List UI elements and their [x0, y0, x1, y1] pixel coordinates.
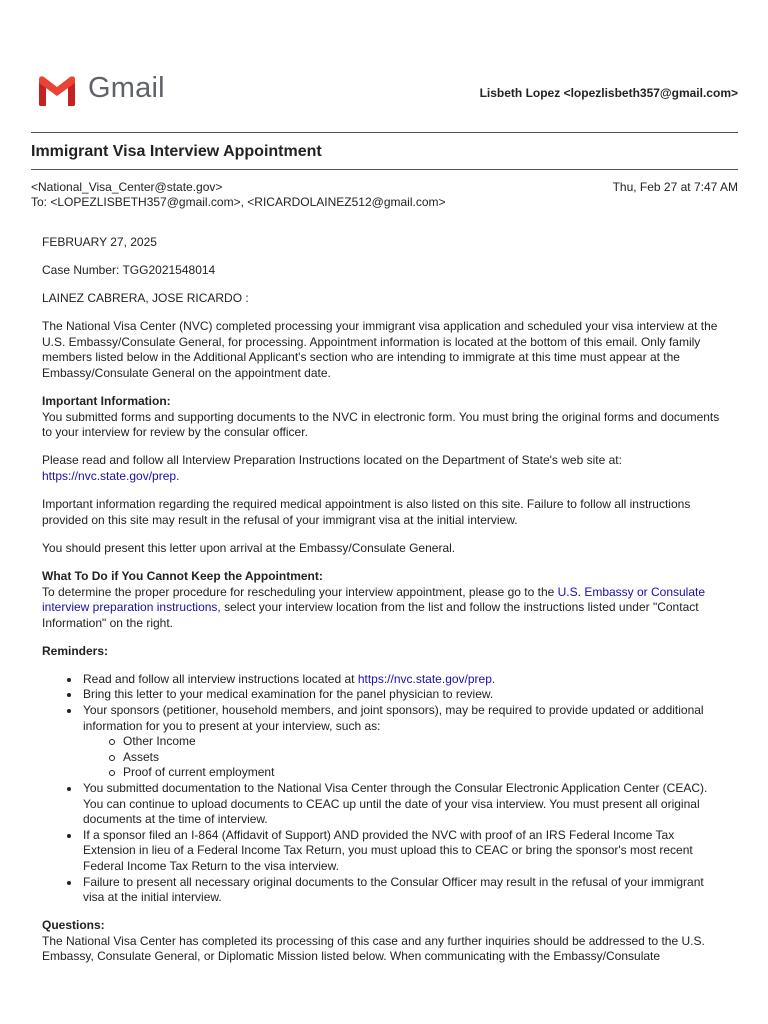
reminder-text: Read and follow all interview instructions located at [83, 671, 358, 686]
applicant-name: LAINEZ CABRERA, JOSE RICARDO : [42, 291, 249, 306]
list-item: You submitted documentation to the National Visa Center through the Consular Electronic Application Center (CEAC). You can continue to upload documents to CEAC up until the date of your visa interview. You must present all original documents at the time of interview. [83, 781, 726, 828]
sender-address: <National_Visa_Center@state.gov> [31, 180, 223, 194]
sponsor-info-list [83, 734, 726, 781]
reminders-heading: Reminders: [42, 643, 109, 658]
reminder-text: Your sponsors (petitioner, household members, and joint sponsors), may be required to provide updated or additional information for you to present at your interview, such as: [83, 703, 704, 733]
email-body [42, 235, 726, 978]
important-heading: Important Information: [42, 394, 171, 409]
gmail-wordmark: Gmail [88, 72, 165, 104]
important-text: You submitted forms and supporting documents to the NVC in electronic form. You must bring the original forms and documents to your interview for review by the consular officer. [42, 409, 720, 440]
list-item [83, 703, 726, 781]
email-subject: Immigrant Visa Interview Appointment [31, 143, 322, 160]
case-number: Case Number: TGG2021548014 [42, 263, 216, 278]
reminder-end: . [491, 671, 496, 686]
questions-heading: Questions: [42, 918, 105, 933]
print-header [0, 0, 768, 130]
list-item: If a sponsor filed an I-864 (Affidavit of Support) AND provided the NVC with proof of an IRS Federal Income Tax Extension in lieu of a Federal Income Tax Return, you must upload this to CEAC or bring the sponsor's most recent Federal Income Tax Return to the visa interview. [83, 828, 726, 875]
questions-text: The National Visa Center has completed its processing of this case and any further inquiries should be addressed to the U.S. Embassy, Consulate General, or Diplomatic Mission listed below. When communicating with the Embassy/Consulate [42, 933, 705, 964]
intro-paragraph: The National Visa Center (NVC) completed processing your immigrant visa application and scheduled your visa interview at the U.S. Embassy/Consulate General, for processing. Appointment information is located at the bottom of this email. Only family members listed below in the Additional Applicant's section who are intending to immigrate at this time must appear at the Embassy/Consulate General on the appointment date. [42, 319, 718, 381]
prep-text: Please read and follow all Interview Preparation Instructions located on the Department of State's web site at: [42, 453, 622, 468]
list-item: Failure to present all necessary original documents to the Consular Officer may result in the refusal of your immigrant visa at the initial interview. [83, 875, 726, 906]
list-item [83, 672, 726, 688]
reminder-prep-link[interactable]: https://nvc.state.gov/prep [357, 671, 492, 686]
sent-date: Thu, Feb 27 at 7:47 AM [612, 180, 738, 194]
divider-top [31, 132, 738, 133]
prep-end: . [176, 469, 180, 484]
prep-link[interactable]: https://nvc.state.gov/prep [42, 469, 177, 484]
medical-paragraph: Important information regarding the required medical appointment is also listed on this site. Failure to follow all instructions provided on this site may result in the refusal of your immigrant visa at the initial interview. [42, 497, 691, 527]
recipients: To: <LOPEZLISBETH357@gmail.com>, <RICARDOLAINEZ512@gmail.com> [31, 195, 446, 209]
reminders-list [42, 672, 726, 906]
cannot-keep-text-b: , select your interview location from the list and follow the instructions listed under "Contact Information" on the right. [42, 600, 699, 630]
list-item: Bring this letter to your medical examination for the panel physician to review. [83, 687, 726, 703]
embassy-instructions-link[interactable]: U.S. Embassy or Consulate interview preparation instructions [42, 584, 706, 615]
divider-subject [31, 169, 738, 170]
important-section [42, 394, 726, 441]
questions-section [42, 918, 726, 965]
letter-date: FEBRUARY 27, 2025 [42, 235, 157, 249]
list-item: Assets [123, 750, 726, 766]
list-item: Proof of current employment [123, 765, 726, 781]
account-label: Lisbeth Lopez <lopezlisbeth357@gmail.com> [479, 86, 738, 100]
list-item: Other Income [123, 734, 726, 750]
cannot-keep-heading: What To Do if You Cannot Keep the Appointment: [42, 568, 323, 583]
prep-paragraph [42, 453, 726, 484]
gmail-logo-icon [36, 74, 78, 108]
cannot-keep-text-a: To determine the proper procedure for rescheduling your interview appointment, please go to the [42, 584, 558, 599]
cannot-keep-section [42, 569, 726, 631]
present-paragraph: You should present this letter upon arrival at the Embassy/Consulate General. [42, 540, 456, 555]
